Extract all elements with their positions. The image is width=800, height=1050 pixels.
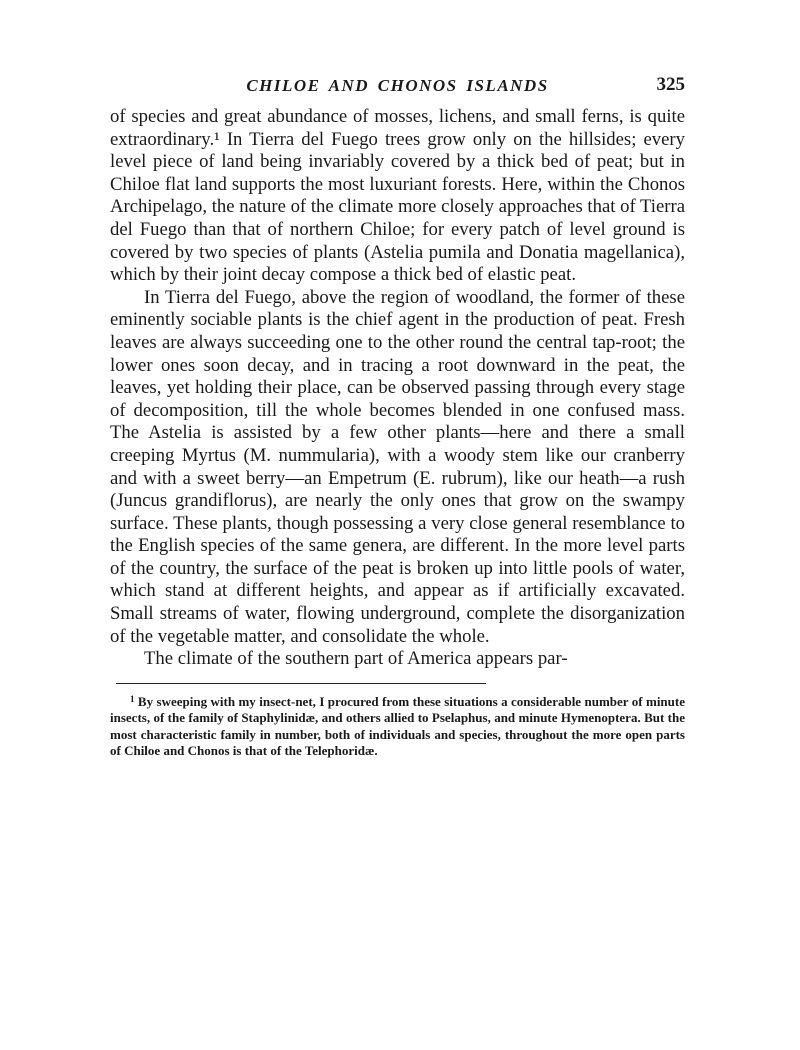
footnote-divider xyxy=(116,683,486,684)
footnote-marker: 1 xyxy=(130,693,135,704)
running-header xyxy=(110,70,685,100)
body-text xyxy=(110,106,685,671)
paragraph-climate: The climate of the southern part of America appears par- xyxy=(144,648,568,670)
footnote-text: By sweeping with my insect-net, I procured from these situations a considerable number of minute insects, of the family of Staphylinidæ, and others allied to Pselaphus, and minute Hymenoptera. But the most characteristic family in number, both of individuals and species, throughout the more open parts of Chiloe and Chonos is that of the Telephoridæ. xyxy=(110,693,685,759)
running-title: CHILOE AND CHONOS ISLANDS xyxy=(246,76,549,95)
footnote xyxy=(110,694,685,760)
paragraph-continuation: of species and great abundance of mosses, lichens, and small ferns, is quite extraordinary.¹ In Tierra del Fuego trees grow only on the hillsides; every level piece of land being invariably covered by a thick bed of peat; but in Chiloe flat land supports the most luxuriant forests. Here, within the Chonos Archipelago, the nature of the climate more closely approaches that of Tierra del Fuego than that of northern Chiloe; for every patch of level ground is covered by two species of plants (Astelia pumila and Donatia magellanica), which by their joint decay compose a thick bed of elastic peat. xyxy=(110,106,685,286)
paragraph-peat: In Tierra del Fuego, above the region of woodland, the former of these eminently sociable plants is the chief agent in the production of peat. Fresh leaves are always succeeding one to the other round the central tap-root; the lower ones soon decay, and in tracing a root downward in the peat, the leaves, yet holding their place, can be observed passing through every stage of decomposition, till the whole becomes blended in one confused mass. The Astelia is assisted by a few other plants—here and there a small creeping Myrtus (M. nummularia), with a woody stem like our cranberry and with a sweet berry—an Empetrum (E. rubrum), like our heath—a rush (Juncus grandiflorus), are nearly the only ones that grow on the swampy surface. These plants, though possessing a very close general resemblance to the English species of the same genera, are different. In the more level parts of the country, the surface of the peat is broken up into little pools of water, which stand at different heights, and appear as if artificially excavated. Small streams of water, flowing underground, complete the disorganization of the vegetable matter, and consolidate the whole. xyxy=(110,286,685,647)
page-number: 325 xyxy=(656,74,685,95)
book-page xyxy=(110,70,685,1000)
